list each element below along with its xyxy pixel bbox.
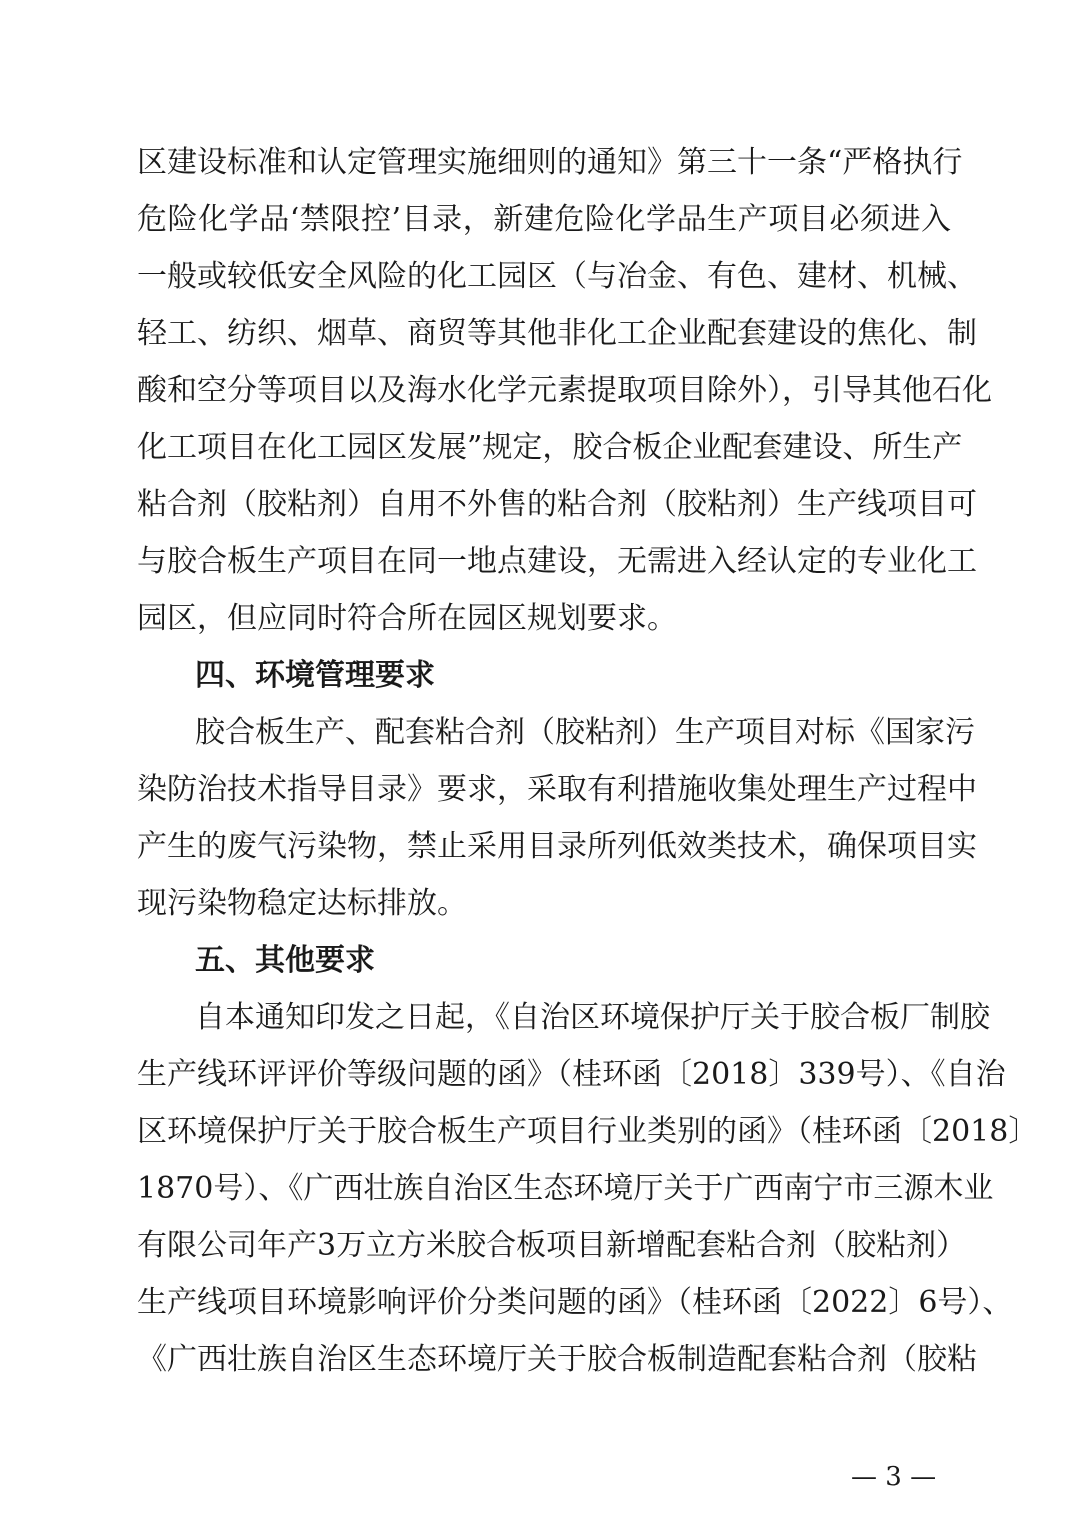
paragraph-line: 《广西壮族自治区生态环境厅关于胶合板制造配套粘合剂（胶粘: [137, 1342, 977, 1377]
paragraph-line: 化工项目在化工园区发展”规定，胶合板企业配套建设、所生产: [137, 430, 963, 465]
paragraph-line: 自本通知印发之日起，《自治区环境保护厅关于胶合板厂制胶: [195, 1000, 990, 1035]
paragraph-line: 生产线环评评价等级问题的函》（桂环函〔2018〕339号）、《自治: [137, 1057, 1006, 1092]
paragraph-line: 轻工、纺织、烟草、商贸等其他非化工企业配套建设的焦化、制: [137, 316, 977, 351]
paragraph-line: 产生的废气污染物，禁止采用目录所列低效类技术，确保项目实: [137, 829, 977, 864]
paragraph-line: 现污染物稳定达标排放。: [137, 886, 467, 921]
paragraph-line: 园区，但应同时符合所在园区规划要求。: [137, 601, 677, 636]
paragraph-line: 与胶合板生产项目在同一地点建设，无需进入经认定的专业化工: [137, 544, 977, 579]
paragraph-line: 生产线项目环境影响评价分类问题的函》（桂环函〔2022〕6号）、: [137, 1285, 1013, 1320]
section-heading-4: 四、环境管理要求: [195, 658, 435, 693]
paragraph-line: 1870号）、《广西壮族自治区生态环境厅关于广西南宁市三源木业: [137, 1171, 994, 1206]
paragraph-line: 胶合板生产、配套粘合剂（胶粘剂）生产项目对标《国家污: [195, 715, 975, 750]
paragraph-line: 酸和空分等项目以及海水化学元素提取项目除外），引导其他石化: [137, 373, 992, 408]
paragraph-line: 区环境保护厅关于胶合板生产项目行业类别的函》（桂环函〔2018〕: [137, 1114, 1039, 1149]
paragraph-line: 危险化学品‘禁限控’目录，新建危险化学品生产项目必须进入: [137, 202, 951, 237]
paragraph-line: 一般或较低安全风险的化工园区（与冶金、有色、建材、机械、: [137, 259, 977, 294]
section-heading-5: 五、其他要求: [195, 943, 375, 978]
paragraph-line: 染防治技术指导目录》要求，采取有利措施收集处理生产过程中: [137, 772, 977, 807]
paragraph-line: 区建设标准和认定管理实施细则的通知》第三十一条“严格执行: [137, 145, 963, 180]
page-number: — 3 —: [851, 1462, 937, 1492]
paragraph-line: 粘合剂（胶粘剂）自用不外售的粘合剂（胶粘剂）生产线项目可: [137, 487, 977, 522]
paragraph-line: 有限公司年产3万立方米胶合板项目新增配套粘合剂（胶粘剂）: [137, 1228, 967, 1263]
